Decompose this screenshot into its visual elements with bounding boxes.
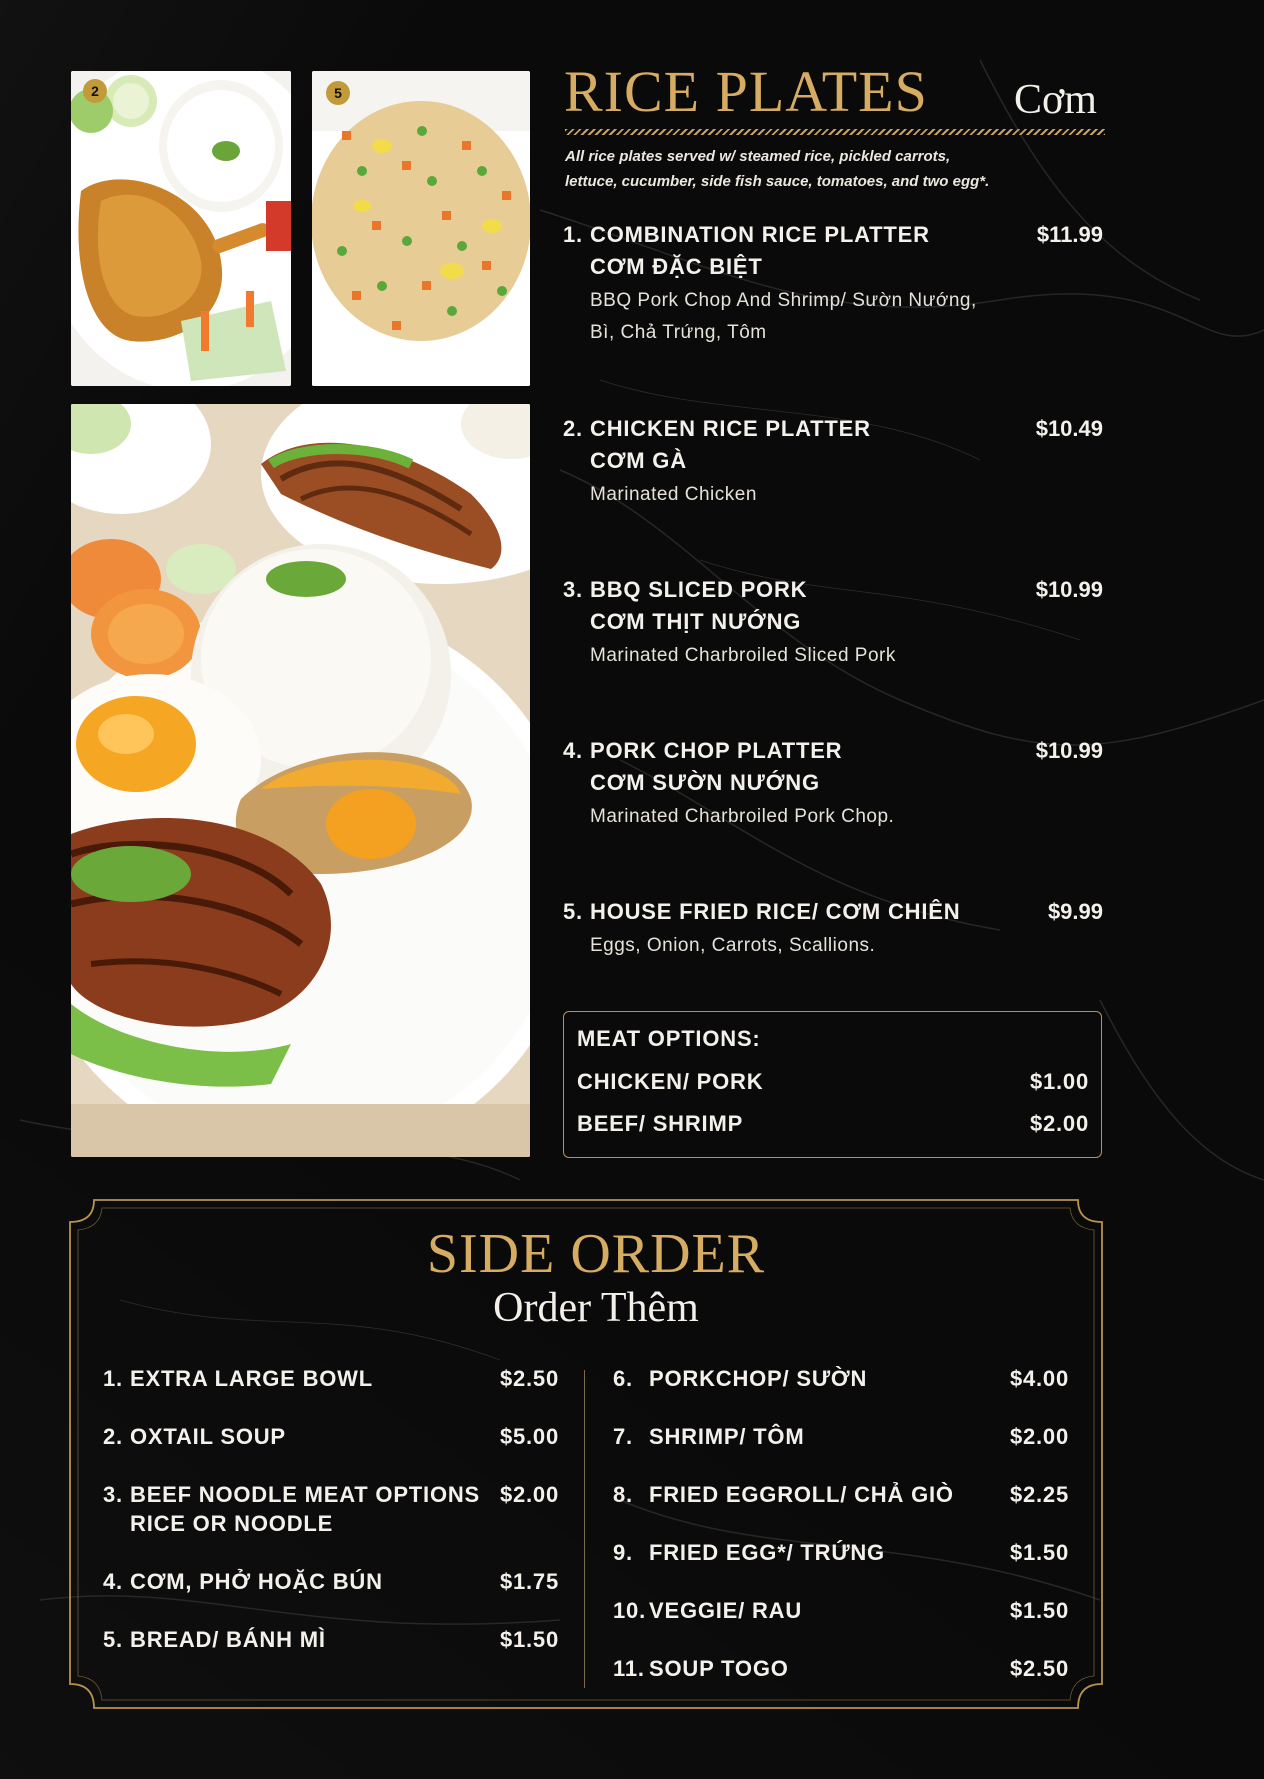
fried-rice-illustration [312,71,530,386]
item-price: $10.49 [1035,416,1103,441]
side-order-item [103,1625,559,1654]
side-item-label: BEEF NOODLE MEAT OPTIONS [130,1482,481,1507]
side-order-item [103,1567,559,1596]
desc-line: Marinated Chicken [590,484,757,505]
side-order-subtitle: Order Thêm [493,1285,699,1331]
item-description [590,930,1103,962]
side-item-number: 10. [613,1598,646,1623]
side-order-item [103,1422,559,1451]
item-number: 4. [563,738,583,763]
side-item-number: 5. [103,1627,123,1652]
side-item-label: VEGGIE/ RAU [649,1598,803,1623]
item-price: $10.99 [1035,577,1103,602]
side-item-number: 2. [103,1424,123,1449]
side-order-item [613,1364,1069,1393]
meat-option-label: CHICKEN/ PORK [577,1069,764,1094]
item-number: 3. [563,577,583,602]
item-name: COMBINATION RICE PLATTER [590,222,930,247]
side-order-item [613,1480,1069,1509]
meat-options-title: MEAT OPTIONS: [577,1026,761,1051]
side-item-label: SOUP TOGO [649,1656,789,1681]
menu-item [563,735,1103,833]
photo-badge: 5 [326,81,350,105]
meat-option-price: $1.00 [1029,1069,1089,1094]
side-item-price: $1.50 [1009,1540,1069,1565]
desc-line: Marinated Charbroiled Sliced Pork [590,645,896,666]
desc-line: Marinated Charbroiled Pork Chop. [590,806,895,827]
side-order-left-column [103,1364,559,1654]
side-item-price: $2.00 [1009,1424,1069,1449]
item-price: $9.99 [1047,899,1103,924]
item-name: PORK CHOP PLATTER [590,738,843,763]
side-order-item [613,1422,1069,1451]
side-item-label: FRIED EGGROLL/ CHẢ GIÒ [649,1482,954,1507]
side-item-price: $2.50 [499,1366,559,1391]
photo-badge: 2 [83,79,107,103]
item-description [590,801,1103,833]
section-title: RICE PLATES [564,59,928,124]
side-item-label: FRIED EGG*/ TRỨNG [649,1540,885,1565]
item-description [590,285,1103,349]
side-order-right-column [613,1364,1069,1683]
side-order-item [613,1654,1069,1683]
side-item-label-line2: RICE OR NOODLE [130,1511,334,1536]
chicken-rice-illustration [71,71,291,386]
menu-item [563,896,1103,962]
side-item-number: 9. [613,1540,633,1565]
side-item-label: EXTRA LARGE BOWL [130,1366,373,1391]
side-item-number: 11. [613,1656,645,1681]
side-item-price: $2.50 [1009,1656,1069,1681]
side-item-number: 8. [613,1482,633,1507]
meat-option-price: $2.00 [1029,1111,1089,1136]
pork-chop-plate-photo [71,404,530,1157]
side-item-price: $5.00 [499,1424,559,1449]
side-item-price: $4.00 [1009,1366,1069,1391]
side-item-label: CƠM, PHỞ HOẶC BÚN [130,1569,383,1594]
pork-chop-plate-illustration [71,404,530,1157]
item-name-vietnamese: CƠM SƯỜN NƯỚNG [590,770,820,795]
meat-option-row [577,1111,1089,1137]
note-line: lettuce, cucumber, side fish sauce, tomatoes, and two egg*. [565,173,990,190]
title-underline [565,129,1105,135]
side-order-item [613,1596,1069,1625]
side-order-item [103,1364,559,1393]
desc-line: Eggs, Onion, Carrots, Scallions. [590,935,876,956]
side-item-number: 7. [613,1424,633,1449]
chicken-rice-photo [71,71,291,386]
item-price: $11.99 [1036,222,1103,247]
note-line: All rice plates served w/ steamed rice, pickled carrots, [565,148,951,165]
meat-option-label: BEEF/ SHRIMP [577,1111,744,1136]
side-item-number: 1. [103,1366,123,1391]
serving-note [565,144,1105,194]
meat-options-box [563,1011,1102,1158]
menu-item [563,219,1103,349]
side-item-price: $1.75 [499,1569,559,1594]
side-item-label: SHRIMP/ TÔM [649,1424,805,1449]
item-name-vietnamese: CƠM ĐẶC BIỆT [590,254,763,279]
item-number: 1. [563,222,583,247]
meat-option-row [577,1069,1089,1095]
desc-line: BBQ Pork Chop And Shrimp/ Sườn Nướng, [590,290,977,311]
side-order-title: SIDE ORDER [426,1223,766,1285]
item-price: $10.99 [1035,738,1103,763]
menu-item [563,413,1103,511]
item-name-vietnamese: CƠM THỊT NƯỚNG [590,609,802,634]
item-number: 2. [563,416,583,441]
section-title-vietnamese: Cơm [1014,77,1097,123]
item-number: 5. [563,899,583,924]
side-item-label: BREAD/ BÁNH MÌ [130,1627,326,1652]
side-item-price: $2.00 [499,1482,559,1507]
side-item-number: 6. [613,1366,633,1391]
side-item-number: 3. [103,1482,123,1507]
side-item-price: $1.50 [1009,1598,1069,1623]
side-order-item [613,1538,1069,1567]
item-name-vietnamese: CƠM GÀ [590,448,687,473]
fried-rice-photo [312,71,530,386]
desc-line: Bì, Chả Trứng, Tôm [590,322,767,343]
item-name: BBQ SLICED PORK [590,577,808,602]
side-item-label: PORKCHOP/ SƯỜN [649,1366,868,1391]
side-item-price: $1.50 [499,1627,559,1652]
menu-item [563,574,1103,672]
column-divider [584,1370,585,1688]
side-item-label: OXTAIL SOUP [130,1424,286,1449]
side-item-price: $2.25 [1009,1482,1069,1507]
side-order-item [103,1480,559,1538]
item-description [590,479,1103,511]
item-name: CHICKEN RICE PLATTER [590,416,871,441]
item-name: HOUSE FRIED RICE/ CƠM CHIÊN [590,899,961,924]
item-description [590,640,1103,672]
side-item-number: 4. [103,1569,123,1594]
